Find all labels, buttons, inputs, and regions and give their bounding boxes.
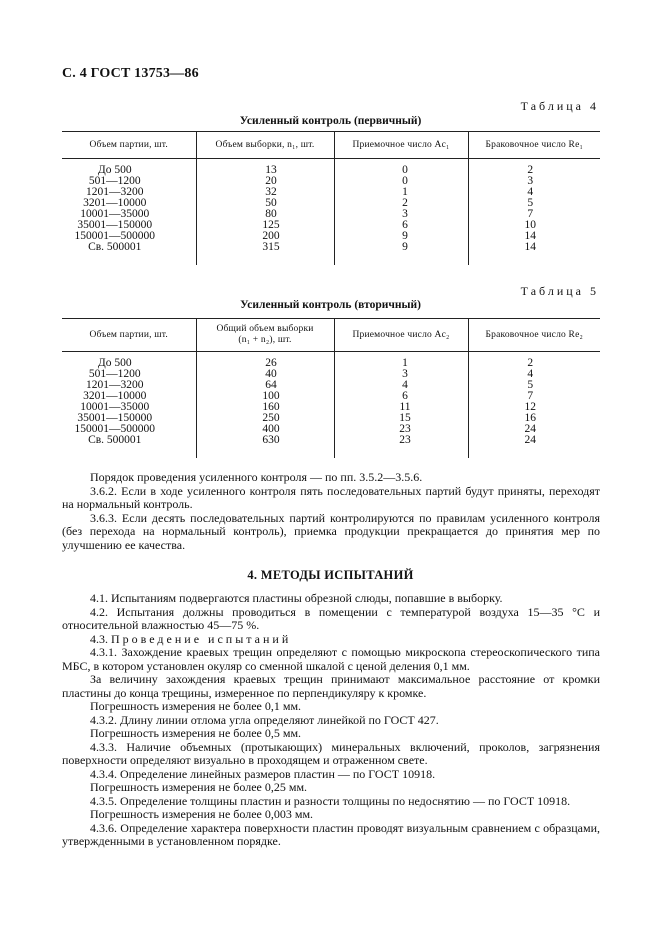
table-cell: 7: [468, 391, 600, 402]
paragraph: 4.1. Испытаниям подвергаются пластины обрезной слюды, попавшие в выборку.: [90, 591, 503, 605]
table-cell: 4: [468, 369, 600, 380]
table-cell: 80: [196, 209, 334, 220]
table-row: [62, 231, 600, 242]
table-cell: 3201—10000: [83, 197, 147, 209]
table-cell: Св. 500001: [88, 241, 142, 253]
table-cell: 630: [196, 435, 334, 446]
table-cell: 7: [468, 209, 600, 220]
table-row: [62, 242, 600, 253]
table-tail-row: [62, 253, 600, 265]
column-header: Объем выборки, n₁, шт.: [196, 132, 334, 159]
table-cell: 1201—3200: [86, 379, 144, 391]
table-tail-row: [62, 446, 600, 458]
table-cell: 1: [334, 358, 468, 369]
table-cell: 10001—35000: [80, 401, 150, 413]
paragraph: 4.3.6. Определение характера поверхности пластин проводят визуальным сравнением с образцами, утвержденными в установленном порядке.: [62, 820, 600, 848]
column-header: Браковочное число Re₂: [468, 319, 600, 352]
paragraph-heading: Проведение испытаний: [111, 631, 292, 646]
table-cell: 24: [468, 424, 600, 435]
table-cell: 4: [334, 380, 468, 391]
table-cell: 26: [196, 358, 334, 369]
table-cell: 13: [196, 165, 334, 176]
table-cell: 2: [468, 165, 600, 176]
table-cell: 1201—3200: [86, 186, 144, 198]
paragraph: За величину захождения краевых трещин принимают максимальное расстояние от кромки пластины до конца трещины, измеренное по перпендикуляру к кромке.: [62, 672, 600, 700]
table-cell: [196, 446, 334, 458]
column-header: Браковочное число Re₁: [468, 132, 600, 159]
paragraph: Погрешность измерения не более 0,25 мм.: [90, 780, 308, 794]
table-cell: 0: [334, 165, 468, 176]
paragraph: Порядок проведения усиленного контроля — по пп. 3.5.2—3.5.6.: [90, 470, 423, 484]
table-4-header-row: [62, 132, 600, 159]
table-5: [62, 318, 600, 458]
table-4: [62, 131, 600, 265]
table-cell: До 500: [97, 164, 132, 176]
table-cell: 400: [196, 424, 334, 435]
table-4-body: [62, 159, 600, 266]
table-cell: 3: [468, 176, 600, 187]
table-cell: [334, 446, 468, 458]
table-cell: 2: [468, 358, 600, 369]
table-cell: 24: [468, 435, 600, 446]
table-cell: 315: [196, 242, 334, 253]
paragraph: 4.3.4. Определение линейных размеров пластин — по ГОСТ 10918.: [90, 766, 436, 781]
table-5-header-row: [62, 319, 600, 352]
paragraph-4-3-heading: [62, 633, 600, 647]
paragraph: 4.3.2. Длину линии отлома угла определяют линейкой по ГОСТ 427.: [90, 712, 439, 727]
table-cell: 23: [334, 435, 468, 446]
table-cell: 9: [334, 242, 468, 253]
paragraph: Погрешность измерения не более 0,5 мм.: [90, 726, 302, 740]
table-cell: До 500: [97, 357, 132, 369]
column-header: Приемочное число Ac₁: [334, 132, 468, 159]
column-header-line: Общий объем выборки: [216, 324, 314, 334]
table-cell: 35001—150000: [77, 412, 153, 424]
table-row: [62, 435, 600, 446]
table-cell: 0: [334, 176, 468, 187]
table-cell: [334, 253, 468, 265]
table-cell: 200: [196, 231, 334, 242]
page-header: С. 4 ГОСТ 13753—86: [62, 66, 199, 81]
paragraph: 4.2. Испытания должны проводиться в помещении с температурой воздуха 15—35 °С и относительной влажностью 45—75 %.: [62, 604, 600, 632]
column-header: Объем партии, шт.: [62, 132, 196, 159]
paragraph: Погрешность измерения не более 0,003 мм.: [90, 807, 314, 821]
table-cell: 20: [196, 176, 334, 187]
table-cell: 10: [468, 220, 600, 231]
section-title: 4. МЕТОДЫ ИСПЫТАНИЙ: [247, 568, 414, 582]
table-cell: 10001—35000: [80, 208, 150, 220]
column-header: Объем партии, шт.: [62, 319, 196, 352]
table-cell: 9: [334, 231, 468, 242]
table-cell: 4: [468, 187, 600, 198]
table-cell: 16: [468, 413, 600, 424]
paragraph: 3.6.3. Если десять последовательных партий контролируются по правилам усиленного контроля (без перехода на нормальный контроль), приемка продукции прекращается до принятия мер по улучшению ее качества.: [62, 510, 600, 552]
table-cell: 501—1200: [88, 175, 141, 187]
table-cell: 5: [468, 380, 600, 391]
table-cell: Св. 500001: [88, 434, 142, 446]
table-cell: 23: [334, 424, 468, 435]
table-cell: 35001—150000: [77, 219, 153, 231]
table-cell: 14: [468, 242, 600, 253]
paragraph: Погрешность измерения не более 0,1 мм.: [90, 699, 302, 713]
table-cell: [196, 253, 334, 265]
table-cell: 5: [468, 198, 600, 209]
column-header-line: (n₁ + n₂), шт.: [238, 335, 292, 345]
table-5-body: [62, 352, 600, 459]
table-cell: [468, 446, 600, 458]
column-header: Приемочное число Ac₂: [334, 319, 468, 352]
table-cell: 250: [196, 413, 334, 424]
table-cell: [468, 253, 600, 265]
table-row: [62, 358, 600, 369]
table-cell: [62, 253, 196, 265]
paragraph-number: 4.3.: [90, 631, 108, 646]
table-cell: 3: [334, 209, 468, 220]
table-cell: 100: [196, 391, 334, 402]
table-cell: 150001—500000: [74, 423, 155, 435]
table-cell: 50: [196, 198, 334, 209]
table-cell: 6: [334, 391, 468, 402]
text-block-3-6: [62, 471, 600, 552]
table-cell: 1: [334, 187, 468, 198]
paragraph: 4.3.1. Захождение краевых трещин определяют с помощью микроскопа стереоскопического типа МБС, в котором установлен окуляр со сменной шкалой с ценой деления 0,1 мм.: [62, 645, 600, 673]
table-5-caption: Усиленный контроль (вторичный): [240, 299, 421, 311]
paragraph: 3.6.2. Если в ходе усиленного контроля пять последовательных партий будут приняты, переходят на нормальный контроль.: [62, 483, 600, 511]
table-row: [62, 165, 600, 176]
table-cell: 2: [334, 198, 468, 209]
table-cell: 160: [196, 402, 334, 413]
table-cell: 64: [196, 380, 334, 391]
table-cell: 3: [334, 369, 468, 380]
paragraph: 4.3.5. Определение толщины пластин и разности толщины по недоснятию — по ГОСТ 10918.: [90, 793, 571, 808]
text-block-4: [62, 592, 600, 849]
table-cell: 11: [334, 402, 468, 413]
table-cell: 15: [334, 413, 468, 424]
table-cell: 14: [468, 231, 600, 242]
table-row: [62, 424, 600, 435]
table-cell: [62, 446, 196, 458]
table-cell: 501—1200: [88, 368, 141, 380]
table-cell: 40: [196, 369, 334, 380]
table-4-number: Таблица 4: [520, 99, 599, 113]
table-cell: 32: [196, 187, 334, 198]
table-4-caption: Усиленный контроль (первичный): [239, 115, 422, 127]
table-cell: 150001—500000: [74, 230, 155, 242]
table-5-number: Таблица 5: [520, 284, 599, 298]
table-cell: 12: [468, 402, 600, 413]
column-header: [196, 319, 334, 352]
table-cell: 3201—10000: [83, 390, 147, 402]
table-cell: 125: [196, 220, 334, 231]
table-cell: 6: [334, 220, 468, 231]
paragraph: 4.3.3. Наличие объемных (протыкающих) минеральных включений, проколов, загрязнения поверхности определяют визуально в проходящем и отраженном свете.: [62, 739, 600, 767]
